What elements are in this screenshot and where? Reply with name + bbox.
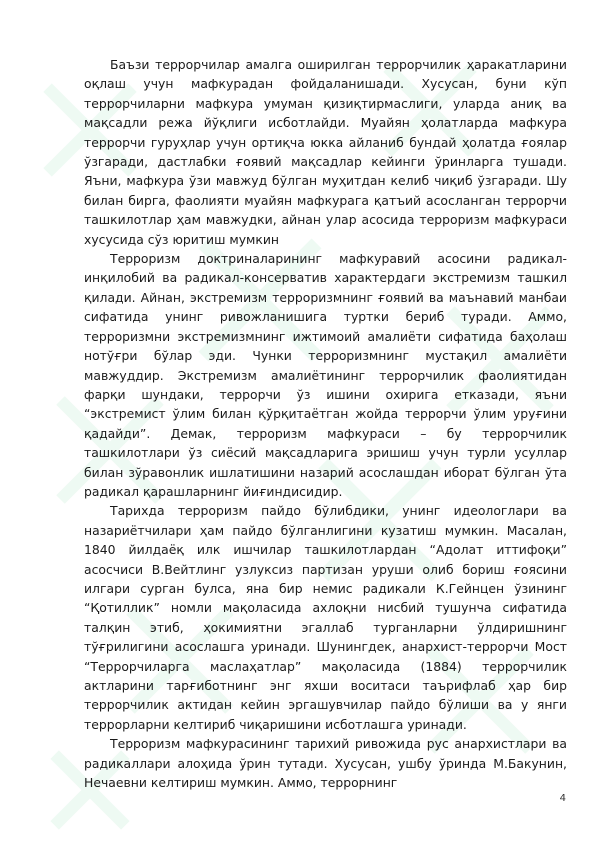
page-body bbox=[84, 55, 567, 792]
paragraph: Тарихда терроризм пайдо бўлибдики, унинг идеологлари ва назариётчилари ҳам пайдо бўлганлигини кузатиш мумкин. Масалан, 1840 йилдаёқ илк ишчилар ташкилотлардан “Адолат иттифоқи” асосчиси В.Вейтлинг узлуксиз партизан уруши олиб бориш ғоясини илгари сурган булса, яна бир немис радикали К.Гейнцен ўзининг “Қотиллик” номли мақоласида ахлоқни нисбий тушунча сифатида талқин этиб, ҳокимиятни эгаллаб турганларни ўлдиришнинг тўғрилигини асослашга уринади. Шунингдек, анархист-террорчи Мост “Террорчиларга маслаҳатлар” мақоласида (1884) террорчилик актларини тарғиботнинг энг яхши воситаси таърифлаб ҳар бир террорчилик актидан кейин эргашувчилар пайдо бўлиши ва у янги террорларни келтириб чиқаришини исботлашга уринади. bbox=[84, 503, 567, 732]
paragraph: Баъзи террорчилар амалга оширилган террорчилик ҳаракатларини оқлаш учун мафкурадан фойдаланишади. Хусусан, буни кўп террорчиларни мафкура умуман қизиқтирмаслиги, уларда аниқ ва мақсадли режа йўқлиги исботлайди. Муайян ҳолатларда мафкура террорчи гуруҳлар учун ортиқча юкка айланиб бундай ҳолатда ғоялар ўзгаради, дастлабки ғоявий мақсадлар кейинги ўринларга тушади. Яъни, мафкура ўзи мавжуд бўлган муҳитдан келиб чиқиб ўзгаради. Шу билан бирга, фаолияти муайян мафкурага қатъий асосланган террорчи ташкилотлар ҳам мавжудки, айнан улар асосида терроризм мафкураси хусусида сўз юритиш мумкин bbox=[84, 57, 567, 247]
page-number: 4 bbox=[559, 793, 566, 804]
paragraph: Терроризм мафкурасининг тарихий ривожида рус анархистлари ва радикаллари алоҳида ўрин тутади. Хусусан, ушбу ўринда М.Бакунин, Нечаевни келтириш мумкин. Аммо, террорнинг bbox=[84, 736, 567, 791]
paragraph: Терроризм доктриналарининг мафкуравий асосини радикал-инқилобий ва радикал-консерватив характердаги экстремизм ташкил қилади. Айнан, экстремизм терроризмнинг ғоявий ва маънавий манбаи сифатида унинг ривожланишига туртки бериб туради. Аммо, терроризмни экстремизмнинг ижтимоий амалиёти сифатида баҳолаш нотўғри бўлар эди. Чунки терроризмнинг мустақил амалиёти мавжуддир. Экстремизм амалиётининг террорчилик фаолиятидан фарқи шундаки, террорчи ўз ишини охирига етказади, яъни “экстремист ўлим билан қўрқитаётган жойда террорчи ўлим уруғини қадайди”. Демак, терроризм мафкураси – бу террорчилик ташкилотлари ўз сиёсий мақсадларига эришиш учун турли усуллар билан зўравонлик ишлатишини назарий асослашдан иборат бўлган ўта радикал қарашларнинг йиғиндисидир. bbox=[84, 251, 567, 499]
